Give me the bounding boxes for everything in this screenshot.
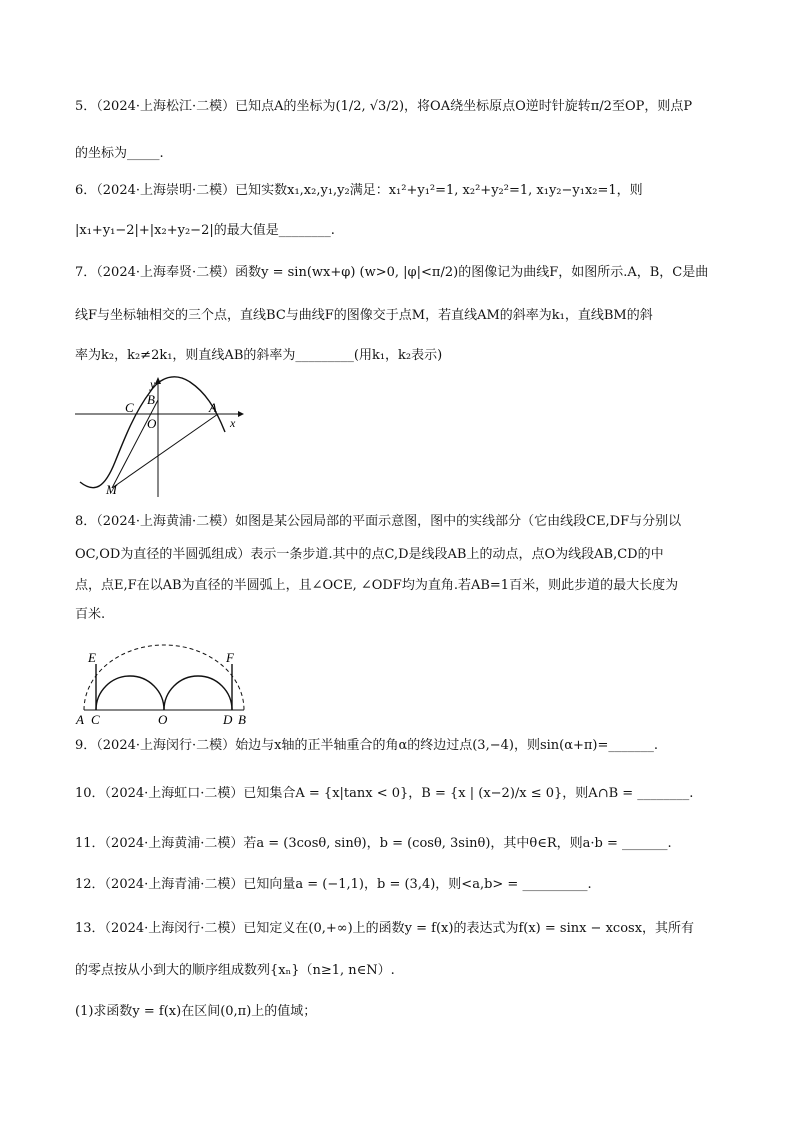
figure-7-label-y: y [150,377,156,391]
problem-10-line-1: 10．（2024·上海虹口·二模）已知集合A = {x|tanx < 0}，B = {x | (x−2)/x ≤ 0}，则A∩B = ________. [75,786,694,801]
figure-7-label-o: O [147,416,157,431]
figure-7-label-b: B [147,392,155,407]
problem-11-line-1: 11．（2024·上海黄浦·二模）若a = (3cosθ, sinθ)，b = (cosθ, 3sinθ)，其中θ∈R，则a·b = _______. [75,836,672,851]
figure-7-sine-curve [70,372,250,502]
figure-7-label-a: A [209,400,217,415]
problem-6-line-2: |x₁+y₁−2|+|x₂+y₂−2|的最大值是________. [75,223,335,238]
problem-8-line-4: 百米. [75,607,106,622]
problem-13-line-3: (1)求函数y = f(x)在区间(0,π)上的值域； [75,1004,317,1019]
figure-8-park-diagram [72,632,257,727]
figure-7-x-arrow [238,411,244,417]
figure-8-label-b: B [238,712,246,727]
problem-6-line-1: 6．（2024·上海崇明·二模）已知实数x₁,x₂,y₁,y₂满足：x₁²+y₁²=1, x₂²+y₂²=1, x₁y₂−y₁x₂=1，则 [75,183,643,198]
figure-7-line-am [112,414,218,488]
problem-7-line-2: 线F与坐标轴相交的三个点，直线BC与曲线F的图像交于点M，若直线AM的斜率为k₁，直线BM的斜 [75,308,653,323]
problem-8-line-3: 点，点E,F在以AB为直径的半圆弧上，且∠OCE, ∠ODF均为直角.若AB=1百米，则此步道的最大长度为 [75,578,679,593]
problem-5-line-1: 5．（2024·上海松江·二模）已知点A的坐标为(1/2, √3/2)，将OA绕坐标原点O逆时针旋转π/2至OP，则点P [75,99,693,114]
problem-8-line-1: 8．（2024·上海黄浦·二模）如图是某公园局部的平面示意图，图中的实线部分（它由线段CE,DF与分别以 [75,514,682,529]
figure-8-arc-od [164,676,232,710]
figure-7-label-x: x [230,416,236,430]
figure-7-label-c: C [125,400,134,415]
problem-13-line-1: 13．（2024·上海闵行·二模）已知定义在(0,+∞)上的函数y = f(x)的表达式为f(x) = sinx − xcosx，其所有 [75,921,695,936]
figure-8-label-e: E [88,650,96,665]
problem-13-line-2: 的零点按从小到大的顺序组成数列{xₙ}（n≥1, n∈N）. [75,963,395,978]
figure-8-label-c: C [91,712,100,727]
figure-8-arc-oc [96,676,164,710]
figure-8-label-f: F [226,650,234,665]
figure-7-line-bm [112,400,158,488]
problem-7-line-3: 率为k₂，k₂≠2k₁，则直线AB的斜率为_________(用k₁，k₂表示) [75,348,443,363]
problem-8-line-2: OC,OD为直径的半圆弧组成）表示一条步道.其中的点C,D是线段AB上的动点，点O为线段AB,CD的中 [75,547,664,562]
figure-8-label-d: D [223,712,233,727]
problem-7-line-1: 7．（2024·上海奉贤·二模）函数y = sin(wx+φ) (w>0, |φ|<π/2)的图像记为曲线F，如图所示.A，B，C是曲 [75,265,709,280]
figure-8-big-semicircle [84,645,244,710]
problem-12-line-1: 12．（2024·上海青浦·二模）已知向量a = (−1,1)，b = (3,4)，则<a,b> = __________. [75,877,592,892]
problem-9-line-1: 9．（2024·上海闵行·二模）始边与x轴的正半轴重合的角α的终边过点(3,−4)，则sin(α+π)=_______. [75,738,659,753]
figure-7-label-m: M [106,482,117,497]
figure-8-label-o: O [158,712,168,727]
figure-8-label-a: A [76,712,84,727]
problem-5-line-2: 的坐标为_____. [75,146,164,161]
